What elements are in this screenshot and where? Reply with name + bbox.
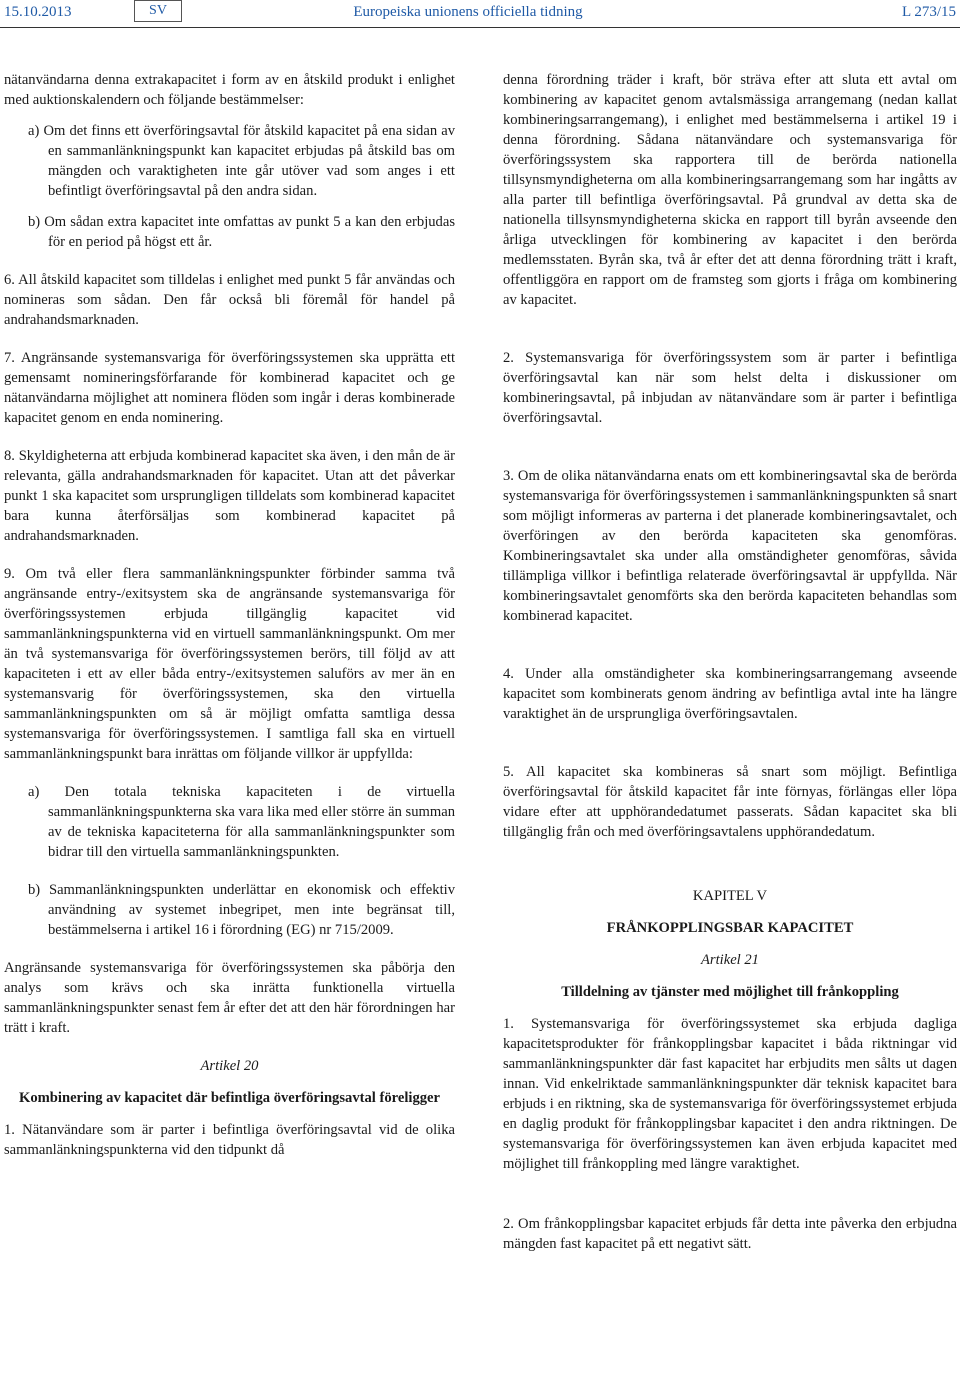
article-21-title: Tilldelning av tjänster med möjlighet till frånkoppling	[561, 984, 899, 1000]
language-badge: SV	[134, 0, 182, 22]
article-20-paragraph-2: 2. Systemansvariga för överföringssystem som är parter i befintliga överföringsavtal kan när som helst delta i diskussioner om kombineringsavtal, på inbjudan av nätanvändare som är parter i befintliga överföringsavtal.	[503, 350, 957, 426]
left-column	[4, 70, 455, 1160]
article-20-paragraph-1: 1. Nätanvändare som är parter i befintliga överföringsavtal vid de olika sammanlänkningspunkterna vid den tidpunkt då	[4, 1122, 455, 1158]
article-21-paragraph-1: 1. Systemansvariga för överföringssystemet ska erbjuda dagliga kapacitetsprodukter för frånkopplingsbar kapacitet i båda riktningar vid sammanlänkningspunkter där fast kapacitet har erbjudits men sålts ut dagen innan. Vid enkelriktade sammanlänkningspunkter där teknisk kapacitet bara erbjuds i en riktning, ska de systemansvariga för överföringssystemet erbjuda en daglig produkt för frånkopplingsbar kapacitet i den andra riktningen. De systemansvariga för överföringssystemen kan även erbjuda kapacitet med möjlighet till frånkoppling med längre varaktighet.	[503, 1016, 957, 1172]
paragraph-6: 6. All åtskild kapacitet som tilldelas i enlighet med punkt 5 får användas och nomineras som sådan. Den får också bli föremål för handel på andrahandsmarknaden.	[4, 272, 455, 328]
article-20-paragraph-3: 3. Om de olika nätanvändarna enats om ett kombineringsavtal ska de berörda systemansvariga för överföringssystemen i sammanlänkningspunkten så snart som möjligt informeras av parterna i det planerade kombineringsavtalet, och överföringen av den berörda kapaciteten ska genomföras. Kombineringsavtalet ska under alla omständigheter genomföras, såvida tillämpliga villkor i befintliga relaterade överföringsavtal är uppfyllda. När kombineringsavtalet genomförts ska den berörda kapaciteten behandlas som kombinerad kapacitet.	[503, 468, 957, 624]
article-20-paragraph-5: 5. All kapacitet ska kombineras så snart som möjligt. Befintliga överföringsavtal för åtskild kapacitet får inte förnyas, förlängas eller löpa vidare efter att upphörandedatumet passerats. Sådan kapacitet ska bli tillgänglig från och med överföringsavtalens upphörandedatum.	[503, 764, 957, 840]
article-21-paragraph-2: 2. Om frånkopplingsbar kapacitet erbjuds får detta inte påverka den erbjudna mängden fast kapacitet på ett negativt sätt.	[503, 1216, 957, 1252]
article-20-continuation: denna förordning träder i kraft, bör sträva efter att sluta ett avtal om kombinering av kapacitet genom avtalsmässiga arrangemang (nedan kallat kombineringsarrangemang), i enlighet med bestämmelserna i artikel 19 i denna förordning. Sådana nätanvändare och systemansvariga för överföringssystem ska rapportera till de berörda nationella tillsynsmyndigheterna om alla kombineringsarrangemang som har ingåtts av alla parter till befintliga överföringsavtal. På grundval av detta ska de nationella tillsynsmyndigheterna skicka en rapport till byrån avseende den årliga utvecklingen för kombinering av kapacitet i den berörda medlemsstaten. Byrån ska, två år efter det att denna förordning trätt i kraft, offentliggöra en rapport om de framsteg som gjorts i fråga om kombinering av kapacitet.	[503, 72, 957, 308]
publication-date: 15.10.2013	[4, 4, 72, 20]
article-20-paragraph-4: 4. Under alla omständigheter ska kombineringsarrangemang avseende kapacitet som kombinerats genom ändring av befintliga avtal inte ha längre varaktighet än de ursprungliga överföringsavtalen.	[503, 666, 957, 722]
point-a: a) Om det finns ett överföringsavtal för åtskild kapacitet på ena sidan av en sammanlänkningspunkt kan kapacitet erbjudas på åtskild bas om mängden och varaktigheten inte går utöver vad som anges i ett befintligt överföringsavtal på den andra sidan.	[28, 123, 455, 199]
paragraph-9-a: a) Den totala tekniska kapaciteten i de virtuella sammanlänkningspunkterna ska vara lika med eller större än summan av de tekniska kapaciteterna för alla sammanlänkningspunkter som bidrar till den virtuella sammanlänkningspunkten.	[28, 784, 455, 860]
article-21-label: Artikel 21	[701, 952, 759, 968]
paragraph-9-b: b) Sammanlänkningspunkten underlättar en ekonomisk och effektiv användning av systemet inbegripet, men inte begränsat till, bestämmelserna i artikel 16 i förordning (EG) nr 715/2009.	[28, 882, 455, 938]
paragraph-7: 7. Angränsande systemansvariga för överföringssystemen ska upprätta ett gemensamt nomineringsförfarande för kombinerad kapacitet och ge nätanvändarna möjlighet att nominera flöden som ingår i deras kombinerade kapacitet genom en enda nominering.	[4, 350, 455, 426]
page-reference: L 273/15	[901, 4, 956, 20]
paragraph-8: 8. Skyldigheterna att erbjuda kombinerad kapacitet ska även, i den mån de är relevanta, gälla andrahandsmarknaden för kapacitet. Utan att det påverkar punkt 1 ska kapacitet som ursprungligen tilldelats som kombinerad kapacitet bara kunna återförsäljas som kombinerad kapacitet på andrahandsmarknaden.	[4, 448, 455, 544]
closing-paragraph: Angränsande systemansvariga för överföringssystemen ska påbörja den analys som krävs och ska inrätta funktionella virtuella sammanlänkningspunkter senast fem år efter det att den här förordningen har trätt i kraft.	[4, 960, 455, 1036]
journal-title: Europeiska unionens officiella tidning	[353, 4, 583, 20]
article-20-label: Artikel 20	[200, 1058, 259, 1074]
paragraph-9: 9. Om två eller flera sammanlänkningspunkter förbinder samma två angränsande entry-/exitsystem ska de angränsande systemansvariga för överföringssystemen erbjuda tillgänglig kapacitet vid sammanlänkningspunkterna vid en virtuell sammanlänkningspunkt. Om mer än två systemansvariga för överföringssystemen berörs, till följd av att kapaciteten i ett av eller båda entry-/exitsystemen saluförs av mer än en systemansvarig för överföringssystemen, ska den virtuella sammanlänkningspunkten om så är möjligt omfatta samtliga dessa systemansvariga för överföringssystemen. I samtliga fall ska en virtuell sammanlänkningspunkt bara inrättas om följande villkor är uppfyllda:	[4, 566, 455, 762]
header-rule	[0, 27, 960, 28]
point-b: b) Om sådan extra kapacitet inte omfattas av punkt 5 a kan den erbjudas för en period på högst ett år.	[28, 214, 455, 250]
article-20-title: Kombinering av kapacitet där befintliga överföringsavtal föreligger	[18, 1090, 440, 1106]
page-header	[0, 0, 960, 26]
intro-paragraph: nätanvändarna denna extrakapacitet i form av en åtskild produkt i enlighet med auktionskalendern och följande bestämmelser:	[4, 72, 455, 108]
chapter-title: FRÅNKOPPLINGSBAR KAPACITET	[606, 920, 854, 936]
right-column	[503, 70, 957, 1254]
chapter-label: KAPITEL V	[692, 888, 768, 904]
